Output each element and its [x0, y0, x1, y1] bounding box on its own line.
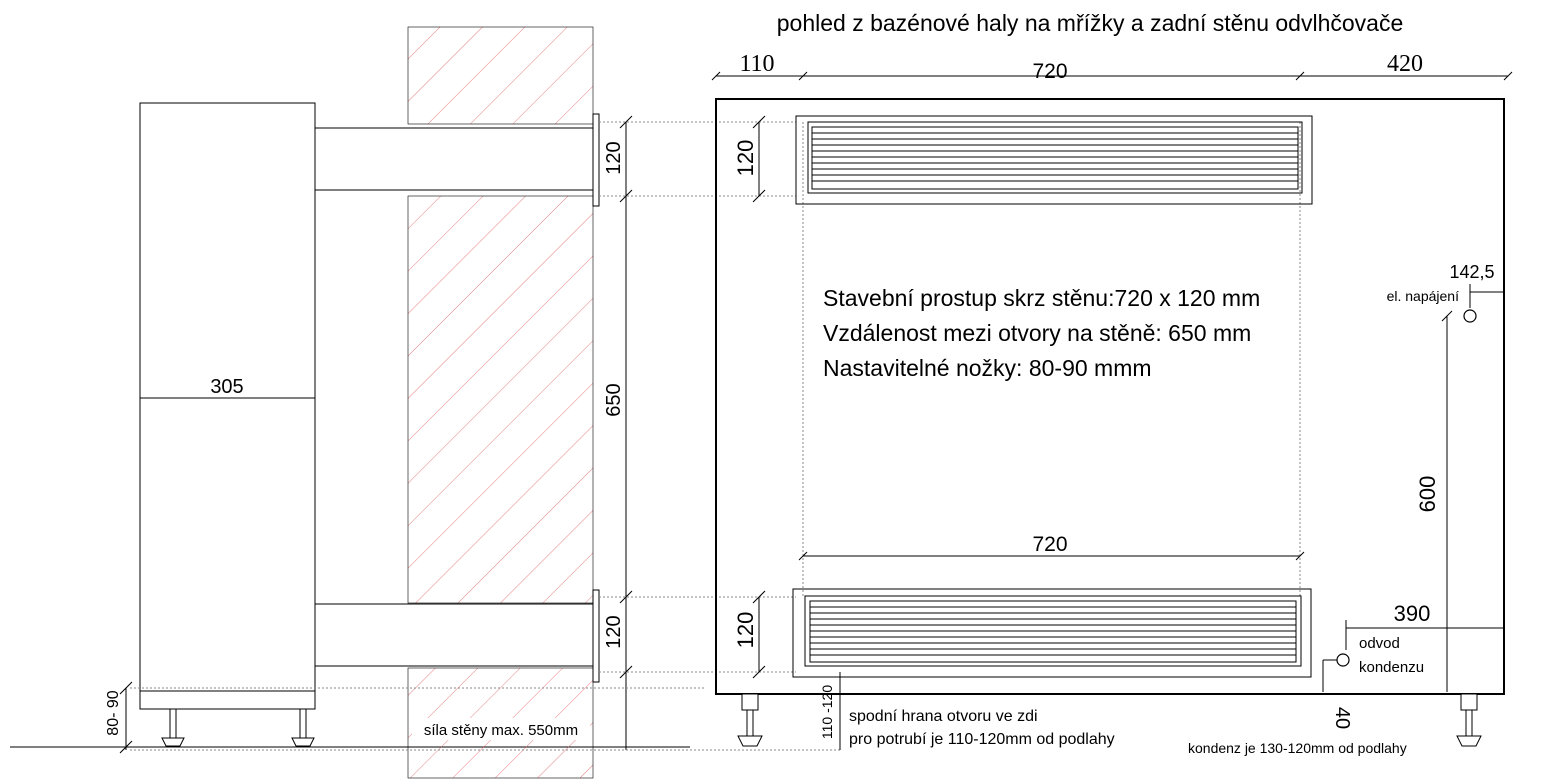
lower-duct-height-label: 120	[603, 615, 625, 649]
bottom-opening-range-label: 110 -120	[819, 684, 835, 740]
side-feet	[162, 709, 314, 746]
drain-offset-label: 390	[1393, 601, 1431, 626]
bottom-note-line-1: spodní hrana otvoru ve zdi	[849, 708, 1038, 725]
bottom-note-line-2: pro potrubí je 110-120mm od podlahy	[849, 731, 1115, 748]
grille-height-dims	[753, 116, 765, 678]
drain-label-2: kondenzu	[1359, 659, 1425, 676]
upper-duct	[315, 128, 593, 190]
unit-width-label: 305	[210, 376, 244, 398]
upper-grille-flange	[593, 114, 599, 206]
condensate-drain-icon	[1337, 654, 1349, 666]
wall-thickness-label: síla stěny max. 550mm	[423, 722, 579, 739]
dehumidifier-base	[140, 691, 315, 709]
top-dim-right: 420	[1387, 51, 1423, 77]
power-height-label: 600	[1415, 475, 1440, 513]
lower-grille-flange	[593, 590, 599, 682]
side-vertical-dims	[620, 116, 632, 750]
feet-height-label: 80- 90	[105, 690, 122, 736]
upper-duct-height-label: 120	[603, 141, 625, 175]
power-connection-icon	[1464, 310, 1476, 322]
power-label: el. napájení	[1386, 288, 1459, 304]
condensate-height-note: kondenz je 130-120mm od podlahy	[1188, 740, 1407, 756]
duct-spacing-label: 650	[603, 383, 625, 417]
drain-label-1: odvod	[1359, 635, 1400, 652]
grille-width-label: 720	[1032, 533, 1068, 556]
dehumidifier-front-body	[716, 99, 1504, 694]
note-line-1: Stavební prostup skrz stěnu:720 x 120 mm	[823, 285, 1261, 311]
upper-grille-height-label: 120	[733, 139, 758, 177]
diagram-title: pohled z bazénové haly na mřížky a zadní stěnu odvlhčovače	[776, 10, 1404, 36]
drain-height-label: 40	[1331, 706, 1353, 730]
lower-duct	[315, 604, 593, 666]
note-line-3: Nastavitelné nožky: 80-90 mmm	[823, 355, 1152, 381]
lower-grille-height-label: 120	[733, 611, 758, 649]
top-dim-middle: 720	[1032, 60, 1068, 83]
power-offset-label: 142,5	[1449, 262, 1495, 282]
lower-grille	[793, 589, 1311, 677]
top-dim-left: 110	[739, 51, 775, 77]
upper-grille	[796, 116, 1312, 204]
note-line-2: Vzdálenost mezi otvory na stěně: 650 mm	[823, 320, 1252, 346]
